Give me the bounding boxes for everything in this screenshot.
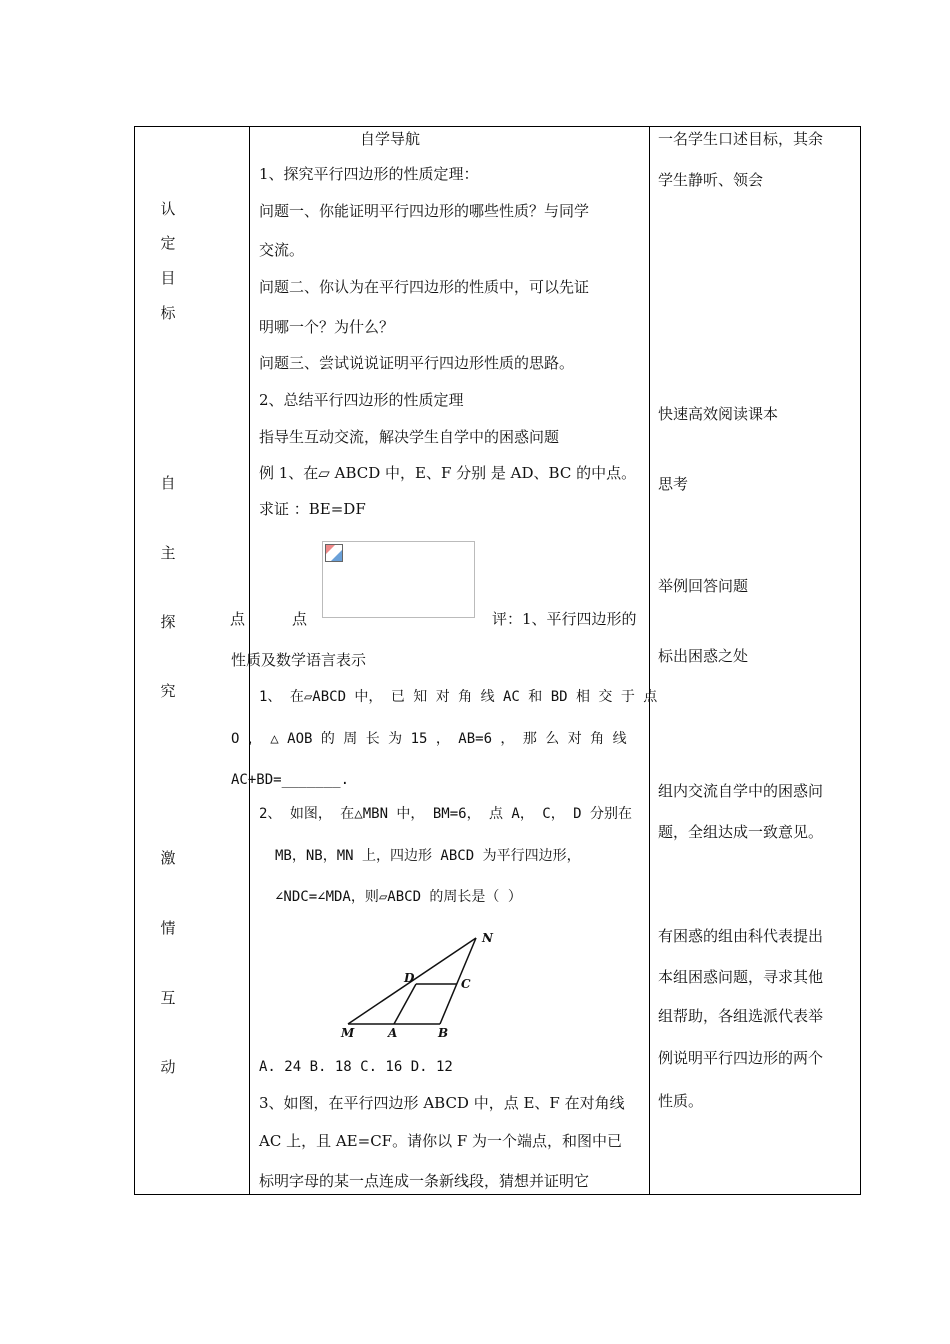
- question-2-line-2: 明哪一个？为什么？: [259, 318, 395, 336]
- left-label-char: 激: [160, 849, 176, 867]
- label-d: D: [404, 971, 415, 985]
- dian-char-2: 点: [292, 610, 308, 628]
- right-note-2: 快速高效阅读课本: [658, 405, 779, 423]
- question-1-line-1: 问题一、你能证明平行四边形的哪些性质？与同学: [259, 202, 590, 220]
- question-3: 问题三、尝试说说证明平行四边形性质的思路。: [259, 354, 575, 372]
- problem-1-line-1: 1、 在▱ABCD 中， 已 知 对 角 线 AC 和 BD 相 交 于 点: [259, 689, 658, 705]
- label-m: M: [341, 1026, 355, 1040]
- dian-char-1: 点: [230, 610, 246, 628]
- left-label-char: 情: [160, 919, 176, 937]
- problem-2-line-1: 2、 如图， 在△MBN 中， BM=6， 点 A， C， D 分别在: [259, 806, 633, 822]
- left-label-char: 探: [160, 613, 176, 631]
- problem-1-line-2: O ， △ AOB 的 周 长 为 15 ， AB=6 ， 那 么 对 角 线: [231, 731, 627, 747]
- right-note-1-line-1: 一名学生口述目标，其余: [658, 130, 824, 148]
- left-label-char: 究: [160, 682, 176, 700]
- left-label-char: 认: [160, 200, 176, 218]
- left-label-char: 定: [160, 234, 176, 252]
- label-c: C: [461, 977, 471, 991]
- item-2: 2、总结平行四边形的性质定理: [259, 391, 464, 409]
- left-label-char: 标: [160, 304, 176, 322]
- prove-statement: 求证 ：BE=DF: [259, 500, 366, 518]
- problem-3-line-2: AC 上，且 AE=CF。请你以 F 为一个端点，和图中已: [259, 1132, 623, 1150]
- right-note-1-line-2: 学生静听、领会: [658, 171, 764, 189]
- problem-1-line-3: AC+BD=_______.: [231, 772, 350, 788]
- example-1: 例 1、在▱ ABCD 中，E、F 分别 是 AD、BC 的中点。: [259, 464, 637, 482]
- left-label-char: 动: [160, 1058, 176, 1076]
- review-line-1: 评：1、平行四边形的: [492, 610, 637, 628]
- label-b: B: [438, 1026, 449, 1040]
- right-note-7-line-3: 组帮助，各组选派代表举: [658, 1007, 824, 1025]
- right-note-5: 标出困惑之处: [658, 647, 749, 665]
- problem-3-line-1: 3、如图，在平行四边形 ABCD 中，点 E、F 在对角线: [259, 1094, 625, 1112]
- right-note-6-line-2: 题，全组达成一致意见。: [658, 823, 824, 841]
- answer-options: A. 24 B. 18 C. 16 D. 12: [259, 1059, 453, 1075]
- right-note-7-line-4: 例说明平行四边形的两个: [658, 1049, 824, 1067]
- left-label-char: 主: [160, 544, 176, 562]
- broken-image-icon: [325, 544, 343, 562]
- problem-2-line-3: ∠NDC=∠MDA，则▱ABCD 的周长是（ ）: [275, 889, 522, 905]
- left-label-char: 互: [160, 989, 176, 1007]
- left-label-char: 目: [160, 269, 176, 287]
- label-a: A: [388, 1026, 398, 1040]
- review-line-2: 性质及数学语言表示: [231, 651, 367, 669]
- right-note-3: 思考: [658, 475, 689, 493]
- section-heading: 自学导航: [360, 130, 421, 148]
- right-note-7-line-5: 性质。: [658, 1092, 704, 1110]
- triangle-parallelogram-diagram: [330, 925, 510, 1045]
- question-2-line-1: 问题二、你认为在平行四边形的性质中，可以先证: [259, 278, 590, 296]
- right-note-7-line-1: 有困惑的组由科代表提出: [658, 927, 824, 945]
- image-placeholder: [322, 541, 475, 618]
- item-1: 1、探究平行四边形的性质定理：: [259, 165, 479, 183]
- label-n: N: [482, 931, 493, 945]
- left-label-char: 自: [160, 474, 176, 492]
- problem-2-line-2: MB，NB，MN 上，四边形 ABCD 为平行四边形，: [275, 848, 581, 864]
- problem-3-line-3: 标明字母的某一点连成一条新线段，猜想并证明它: [259, 1172, 590, 1190]
- right-note-4: 举例回答问题: [658, 577, 749, 595]
- question-1-line-2: 交流。: [259, 241, 305, 259]
- guide-text: 指导生互动交流，解决学生自学中的困惑问题: [259, 428, 560, 446]
- right-note-7-line-2: 本组困惑问题，寻求其他: [658, 968, 824, 986]
- column-divider-right: [649, 126, 650, 1195]
- right-note-6-line-1: 组内交流自学中的困惑问: [658, 782, 824, 800]
